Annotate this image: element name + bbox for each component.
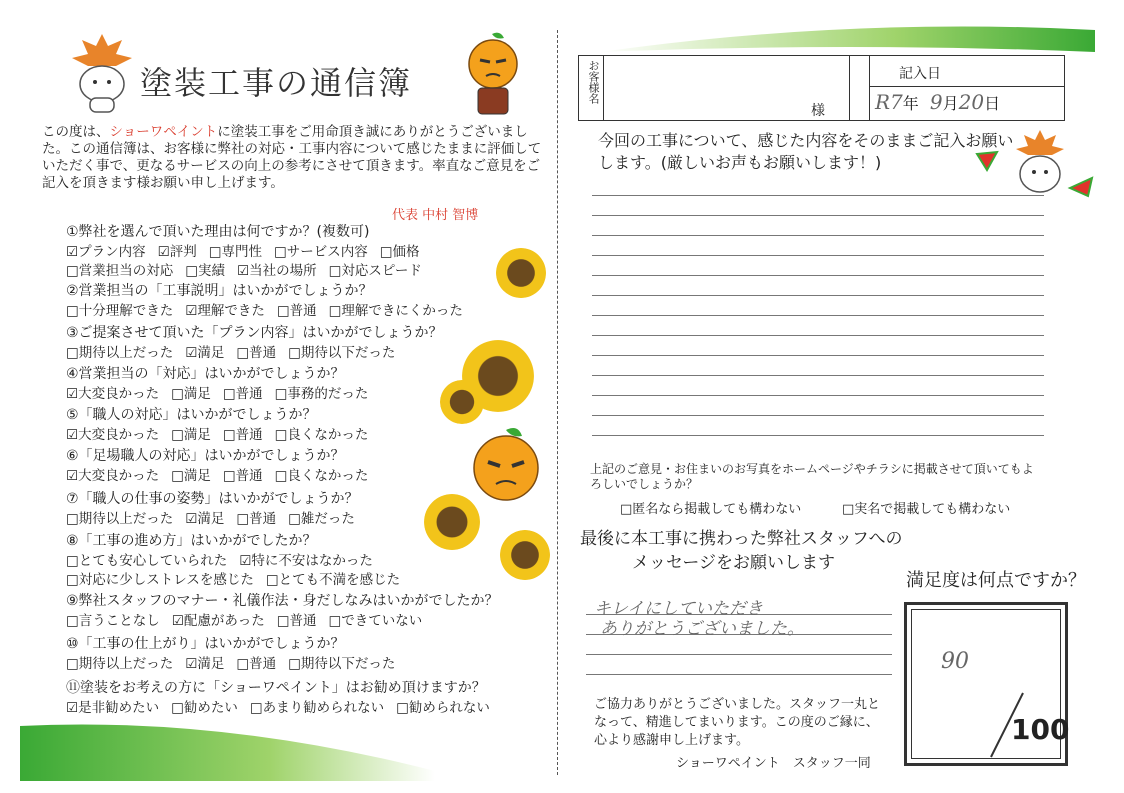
checkbox-option[interactable]: □普通 bbox=[236, 656, 277, 672]
sama-label: 様 bbox=[811, 103, 825, 119]
checkbox-option[interactable]: □実績 bbox=[185, 263, 226, 279]
question-10: ⑩「工事の仕上がり」はいかがでしょうか？ bbox=[66, 636, 345, 652]
checkbox-option[interactable]: □言うことなし bbox=[66, 613, 160, 629]
checkbox-option[interactable]: □良くなかった bbox=[274, 427, 369, 443]
checkbox-option[interactable]: □良くなかった bbox=[274, 468, 369, 484]
checkbox-option[interactable]: ☑是非勧めたい bbox=[66, 700, 160, 716]
checkbox-option[interactable]: ☑配慮があった bbox=[171, 613, 265, 629]
score-title: 満足度は何点ですか？ bbox=[906, 570, 1086, 591]
representative-name: 代表 中村 智博 bbox=[392, 208, 479, 223]
options-row bbox=[66, 696, 502, 716]
options-row bbox=[66, 609, 434, 629]
score-max: 100 bbox=[1011, 713, 1070, 746]
options-row bbox=[66, 299, 475, 319]
options-row bbox=[66, 549, 385, 569]
checkbox-option[interactable]: □満足 bbox=[171, 427, 211, 443]
question-7: ⑦「職人の仕事の姿勢」はいかがでしょうか？ bbox=[66, 491, 359, 507]
orange-samurai-mascot-icon bbox=[462, 30, 524, 118]
message-title-1: 最後に本工事に携わった弊社スタッフへの bbox=[580, 529, 903, 549]
checkbox-option[interactable]: □勧められない bbox=[396, 700, 490, 716]
checkbox-option[interactable]: □普通 bbox=[236, 511, 277, 527]
handwritten-message-line2: ありがとうございました。 bbox=[600, 619, 804, 639]
checkbox-option[interactable]: □対応に少しストレスを感じた bbox=[66, 572, 254, 588]
score-value: 90 bbox=[941, 649, 969, 674]
publish-realname-option[interactable]: □実名で掲載しても構わない bbox=[842, 502, 1011, 517]
checkbox-option[interactable]: □期待以下だった bbox=[288, 345, 396, 361]
checkbox-option[interactable]: □普通 bbox=[222, 468, 263, 484]
question-9: ⑨弊社スタッフのマナー・礼儀作法・身だしなみはいかがでしたか？ bbox=[66, 593, 499, 609]
checkbox-option[interactable]: □普通 bbox=[222, 386, 263, 402]
options-row bbox=[66, 382, 380, 402]
checkbox-option[interactable]: □できていない bbox=[328, 613, 423, 629]
options-row bbox=[66, 341, 407, 361]
signoff-text: ショーワペイント スタッフ一同 bbox=[676, 756, 871, 771]
checkbox-option[interactable]: □期待以上だった bbox=[66, 345, 174, 361]
checkbox-option[interactable]: ☑特に不安はなかった bbox=[239, 553, 373, 569]
comment-area[interactable] bbox=[592, 190, 1044, 450]
checkbox-option[interactable]: ☑当社の場所 bbox=[237, 263, 317, 279]
checkbox-option[interactable]: ☑大変良かった bbox=[66, 386, 160, 402]
checkbox-option[interactable]: □普通 bbox=[222, 427, 263, 443]
customer-name-box bbox=[578, 55, 1065, 121]
green-swoosh-bottom bbox=[20, 716, 440, 786]
checkbox-option[interactable]: □サービス内容 bbox=[273, 244, 368, 260]
checkbox-option[interactable]: □価格 bbox=[379, 244, 420, 260]
question-5: ⑤「職人の対応」はいかがでしょうか？ bbox=[66, 407, 317, 423]
date-field[interactable]: R7年 9月20日 bbox=[875, 90, 1001, 114]
question-8: ⑧「工事の進め方」はいかがでしたか？ bbox=[66, 533, 317, 549]
checkbox-option[interactable]: □普通 bbox=[236, 345, 277, 361]
date-day: 20 bbox=[958, 90, 985, 114]
checkbox-option[interactable]: □理解できにくかった bbox=[328, 303, 463, 319]
checkbox-option[interactable]: ☑評判 bbox=[157, 244, 197, 260]
checkbox-option[interactable]: □対応スピード bbox=[328, 263, 422, 279]
date-month: 9 bbox=[929, 90, 943, 114]
checkbox-option[interactable]: □とても安心していられた bbox=[66, 553, 228, 569]
checkbox-option[interactable]: ☑満足 bbox=[185, 656, 225, 672]
question-11: ⑪塗装をお考えの方に「ショーワペイント」はお勧め頂けますか？ bbox=[66, 680, 486, 696]
checkbox-option[interactable]: □満足 bbox=[171, 468, 211, 484]
page-title: 塗装工事の通信簿 bbox=[140, 64, 413, 102]
intro-text: この度は、ショーワペイントに塗装工事をご用命頂き誠にありがとうございました。この通信簿は、お客様に弊社の対応・工事内容について感じたままに評価していただく事で、更なるサービスの向上の参考にさせて頂きます。率直なご意見をご記入を頂きます様お願い申し上げます。 bbox=[42, 124, 542, 191]
page-fold-divider bbox=[557, 30, 558, 775]
options-row bbox=[66, 259, 434, 279]
checkbox-option[interactable]: □普通 bbox=[276, 303, 317, 319]
checkbox-option[interactable]: ☑理解できた bbox=[185, 303, 265, 319]
options-row bbox=[66, 507, 367, 527]
options-row bbox=[66, 423, 380, 443]
options-row bbox=[66, 464, 380, 484]
checkbox-option[interactable]: □十分理解できた bbox=[66, 303, 174, 319]
date-label: 記入日 bbox=[899, 66, 941, 82]
options-row bbox=[66, 652, 407, 672]
checkbox-option[interactable]: □普通 bbox=[276, 613, 317, 629]
question-3: ③ご提案させて頂いた「プラン内容」はいかがでしょうか？ bbox=[66, 325, 443, 341]
checkbox-option[interactable]: □雑だった bbox=[288, 511, 355, 527]
sunflower-icon bbox=[500, 530, 550, 580]
sunflower-icon bbox=[440, 380, 484, 424]
checkbox-option[interactable]: □満足 bbox=[171, 386, 211, 402]
options-row bbox=[66, 568, 412, 588]
checkbox-option[interactable]: ☑プラン内容 bbox=[66, 244, 146, 260]
thanks-text: ご協力ありがとうございました。スタッフ一丸となって、精進してまいります。この度のご縁に、心より感謝申し上げます。 bbox=[594, 697, 881, 748]
date-year: R7 bbox=[875, 90, 903, 114]
publish-anonymous-option[interactable]: □匿名なら掲載しても構わない bbox=[620, 502, 802, 517]
customer-name-label: お客様名 bbox=[587, 60, 600, 104]
brand-name: ショーワペイント bbox=[109, 124, 218, 140]
checkbox-option[interactable]: ☑満足 bbox=[185, 511, 225, 527]
score-box[interactable] bbox=[904, 602, 1068, 766]
checkbox-option[interactable]: □期待以上だった bbox=[66, 511, 174, 527]
options-row bbox=[66, 240, 432, 260]
customer-name-field[interactable] bbox=[605, 58, 835, 116]
checkbox-option[interactable]: □とても不満を感じた bbox=[265, 572, 401, 588]
question-1: ①弊社を選んで頂いた理由は何ですか？(複数可) bbox=[66, 224, 370, 240]
checkbox-option[interactable]: ☑大変良かった bbox=[66, 468, 160, 484]
checkbox-option[interactable]: ☑満足 bbox=[185, 345, 225, 361]
comment-prompt: 今回の工事について、感じた内容をそのままご記入お願いします。(厳しいお声もお願いします！) bbox=[598, 131, 1014, 172]
question-2: ②営業担当の「工事説明」はいかがでしょうか？ bbox=[66, 283, 373, 299]
question-4: ④営業担当の「対応」はいかがでしょうか？ bbox=[66, 366, 345, 382]
sunflower-icon bbox=[496, 248, 546, 298]
orange-face-mascot-icon bbox=[466, 424, 546, 504]
question-6: ⑥「足場職人の対応」はいかがでしょうか？ bbox=[66, 448, 345, 464]
checkbox-option[interactable]: □期待以下だった bbox=[288, 656, 396, 672]
maple-cat-mascot-icon bbox=[68, 32, 136, 114]
handwritten-message-line1: キレイにしていただき bbox=[594, 599, 763, 619]
checkbox-option[interactable]: ☑大変良かった bbox=[66, 427, 160, 443]
checkbox-option[interactable]: □あまり勧められない bbox=[249, 700, 385, 716]
checkbox-option[interactable]: □期待以上だった bbox=[66, 656, 174, 672]
message-title-2: メッセージをお願いします bbox=[632, 553, 835, 573]
publish-note: 上記のご意見・お住まいのお写真をホームページやチラシに掲載させて頂いてもよろしいでしょうか？ bbox=[590, 462, 1034, 491]
checkbox-option[interactable]: □事務的だった bbox=[274, 386, 369, 402]
checkbox-option[interactable]: □営業担当の対応 bbox=[66, 263, 174, 279]
message-area[interactable] bbox=[586, 592, 892, 682]
checkbox-option[interactable]: □勧めたい bbox=[171, 700, 238, 716]
checkbox-option[interactable]: □専門性 bbox=[208, 244, 262, 260]
